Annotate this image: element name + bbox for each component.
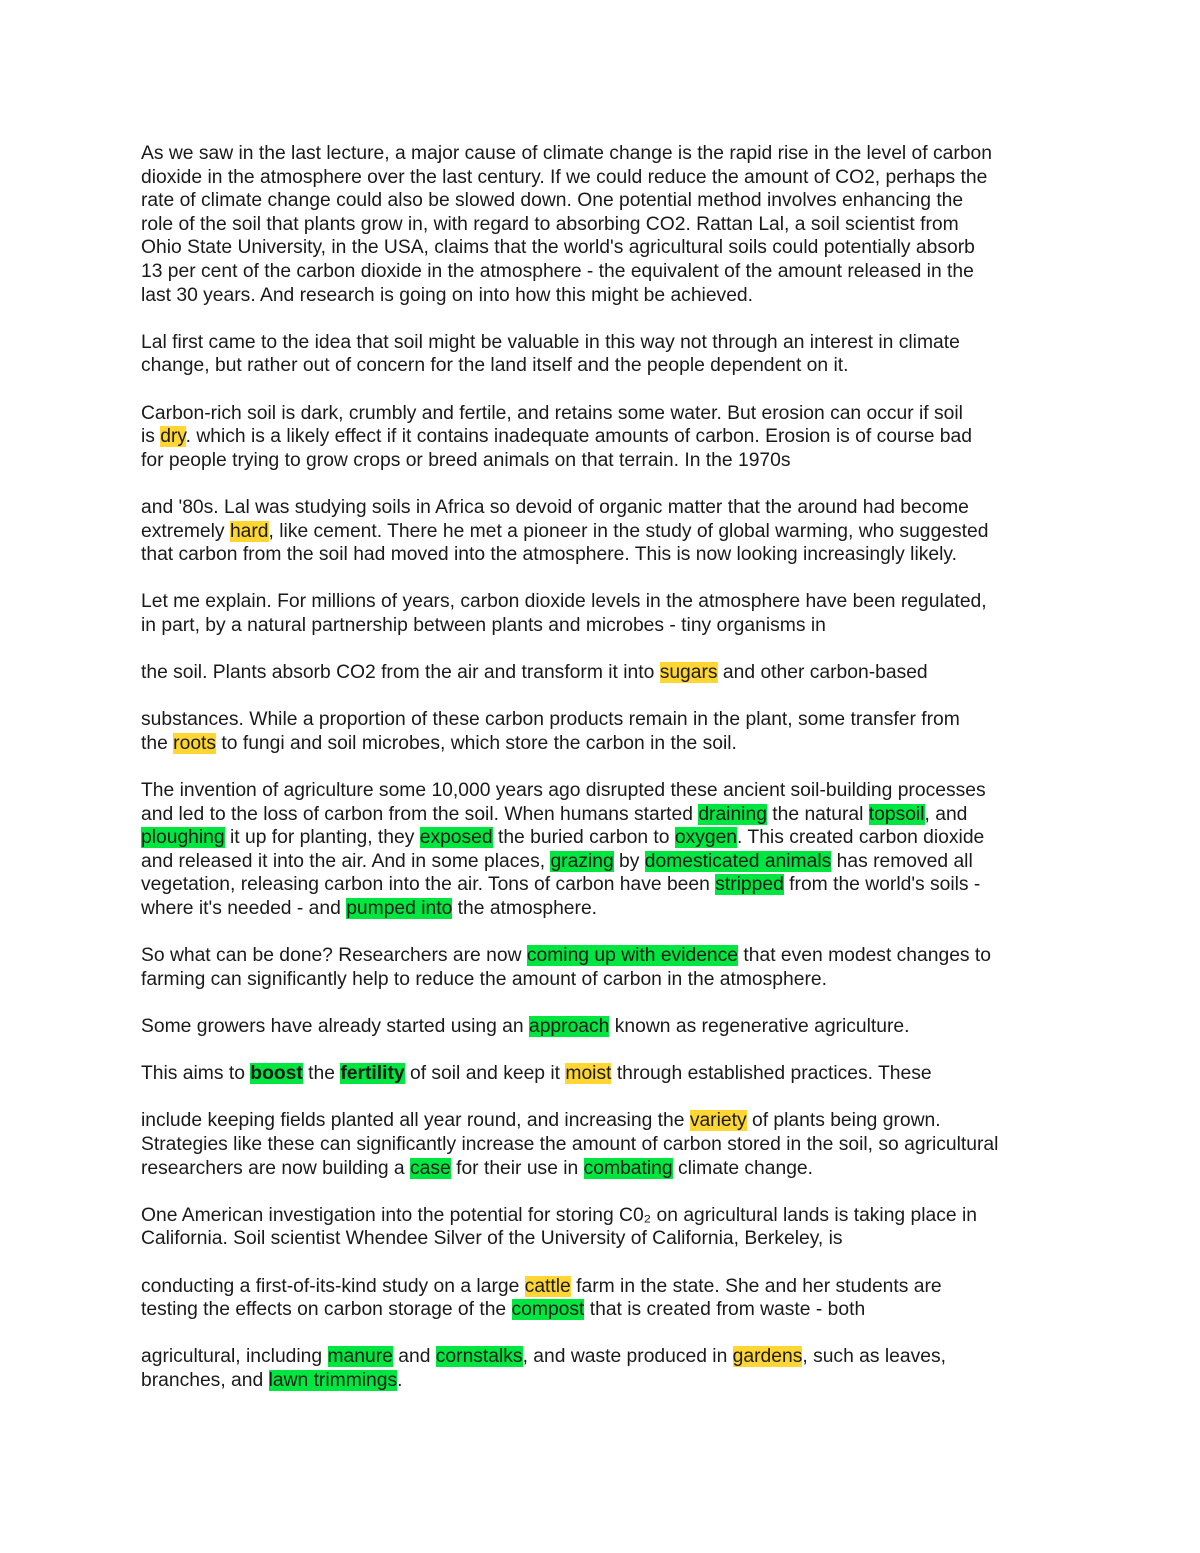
text-run: California. Soil scientist Whendee Silver of the University of California, Berkeley, is (141, 1228, 843, 1250)
text-run: is (141, 426, 161, 448)
highlighted-word: gardens (732, 1346, 803, 1368)
text-run: This aims to (141, 1063, 251, 1085)
text-run: One American investigation into the potential for storing C0₂ on agricultural lands is taking place in (141, 1204, 977, 1226)
highlighted-word: topsoil (868, 803, 925, 825)
text-run: conducting a first-of-its-kind study on a large (141, 1275, 525, 1297)
text-run: , and (924, 803, 968, 825)
text-run: farm in the state. She and her students are (570, 1275, 942, 1297)
text-line (141, 1204, 1061, 1228)
text-run: that is created from waste - both (584, 1299, 866, 1321)
text-line (141, 708, 1061, 732)
text-run: the (141, 732, 174, 754)
document-page (141, 142, 1061, 1416)
text-run: to fungi and soil microbes, which store the carbon in the soil. (216, 732, 737, 754)
text-line (141, 260, 1061, 284)
text-run: include keeping fields planted all year round, and increasing the (141, 1110, 690, 1132)
highlighted-word: draining (698, 803, 767, 825)
text-line (141, 968, 1061, 992)
paragraph (141, 496, 1061, 567)
text-run: change, but rather out of concern for the land itself and the people dependent on it. (141, 355, 849, 377)
paragraph (141, 331, 1061, 378)
paragraph (141, 1204, 1061, 1251)
text-run: where it's needed - and (141, 898, 347, 919)
paragraph (141, 1062, 1061, 1086)
text-run: Lal first came to the idea that soil might be valuable in this way not through an interest in climate (141, 331, 960, 353)
paragraph (141, 661, 1061, 685)
text-run: that even modest changes to (738, 945, 991, 967)
text-line (141, 1109, 1061, 1133)
highlighted-word: dry (160, 426, 186, 448)
text-run: , such as leaves, (802, 1346, 946, 1368)
text-line (141, 1369, 1061, 1393)
text-run: . This created carbon dioxide (737, 827, 985, 849)
text-line (141, 284, 1061, 308)
text-run: and released it into the air. And in some places, (141, 850, 551, 872)
text-run: for people trying to grow crops or breed animals on that terrain. In the 1970s (141, 449, 791, 471)
text-line (141, 166, 1061, 190)
text-run: Strategies like these can significantly increase the amount of carbon stored in the soil, so agricultural (141, 1133, 999, 1155)
text-run: by (613, 850, 645, 872)
text-run: , and waste produced in (522, 1346, 733, 1368)
text-line (141, 873, 1061, 897)
text-line (141, 1133, 1061, 1157)
text-line (141, 1227, 1061, 1251)
text-run: the buried carbon to (492, 827, 675, 849)
text-run: known as regenerative agriculture. (609, 1015, 910, 1037)
highlighted-word: grazing (550, 850, 614, 872)
text-run: Let me explain. For millions of years, carbon dioxide levels in the atmosphere have been regulated, (141, 591, 987, 613)
text-run: researchers are now building a (141, 1157, 411, 1179)
text-line (141, 520, 1061, 544)
text-run: from the world's soils - (783, 874, 981, 896)
highlighted-word: cattle (524, 1275, 571, 1297)
text-line (141, 142, 1061, 166)
highlighted-word: approach (528, 1015, 610, 1037)
paragraph (141, 402, 1061, 473)
text-line (141, 779, 1061, 803)
highlighted-word: coming up with evidence (526, 945, 739, 967)
highlighted-word: combating (583, 1157, 673, 1179)
highlighted-word: variety (689, 1110, 747, 1132)
highlighted-word: pumped into (346, 898, 453, 919)
text-run: and other carbon-based (717, 662, 928, 684)
text-line (141, 543, 1061, 567)
highlighted-word: lawn trimmings (268, 1369, 398, 1391)
text-run: dioxide in the atmosphere over the last century. If we could reduce the amount of CO2, perhaps the (141, 166, 988, 188)
text-run: agricultural, including (141, 1346, 328, 1368)
highlighted-word: domesticated animals (644, 850, 832, 872)
text-run: role of the soil that plants grow in, with regard to absorbing CO2. Rattan Lal, a soil scientist from (141, 213, 959, 235)
text-run: So what can be done? Researchers are now (141, 945, 527, 967)
text-run: through established practices. These (611, 1063, 932, 1085)
text-run: of soil and keep it (404, 1063, 566, 1085)
text-line (141, 661, 1061, 685)
text-run: rate of climate change could also be slowed down. One potential method involves enhancing the (141, 190, 964, 212)
text-run: farming can significantly help to reduce the amount of carbon in the atmosphere. (141, 968, 827, 990)
text-line (141, 1157, 1061, 1181)
text-run: it up for planting, they (224, 827, 420, 849)
text-run: and (392, 1346, 436, 1368)
text-line (141, 1275, 1061, 1299)
highlighted-word: case (410, 1157, 451, 1179)
text-run: Ohio State University, in the USA, claims that the world's agricultural soils could potentially absorb (141, 237, 975, 259)
text-run: branches, and (141, 1369, 269, 1391)
text-line (141, 732, 1061, 756)
text-line (141, 850, 1061, 874)
text-line (141, 590, 1061, 614)
highlighted-word: compost (511, 1299, 585, 1321)
text-run: Carbon-rich soil is dark, crumbly and fertile, and retains some water. But erosion can occur if soil (141, 402, 963, 424)
text-run: , like cement. There he met a pioneer in the study of global warming, who suggested (268, 520, 989, 542)
text-line (141, 496, 1061, 520)
text-line (141, 425, 1061, 449)
paragraph (141, 944, 1061, 991)
text-run: for their use in (450, 1157, 584, 1179)
text-run: extremely (141, 520, 230, 542)
text-run: the natural (766, 803, 869, 825)
text-line (141, 826, 1061, 850)
paragraph (141, 1275, 1061, 1322)
text-line (141, 897, 1061, 921)
text-line (141, 236, 1061, 260)
text-run: last 30 years. And research is going on into how this might be achieved. (141, 284, 754, 306)
highlighted-word: sugars (659, 662, 718, 684)
text-run: the soil. Plants absorb CO2 from the air and transform it into (141, 662, 660, 684)
text-run: . which is a likely effect if it contains inadequate amounts of carbon. Erosion is of course bad (185, 426, 972, 448)
paragraph (141, 1109, 1061, 1180)
text-run: testing the effects on carbon storage of the (141, 1299, 512, 1321)
text-line (141, 354, 1061, 378)
text-line (141, 402, 1061, 426)
text-line (141, 1298, 1061, 1322)
text-run: and led to the loss of carbon from the soil. When humans started (141, 803, 699, 825)
text-line (141, 213, 1061, 237)
text-run: vegetation, releasing carbon into the air. Tons of carbon have been (141, 874, 716, 896)
highlighted-word: ploughing (141, 827, 225, 849)
text-run: substances. While a proportion of these carbon products remain in the plant, some transfer from (141, 709, 960, 731)
highlighted-word: oxygen (674, 827, 738, 849)
text-run: of plants being grown. (746, 1110, 941, 1132)
paragraph (141, 708, 1061, 755)
text-run: 13 per cent of the carbon dioxide in the atmosphere - the equivalent of the amount released in the (141, 260, 974, 282)
highlighted-word: exposed (419, 827, 493, 849)
text-line (141, 944, 1061, 968)
text-line (141, 189, 1061, 213)
text-run: the (302, 1063, 341, 1085)
highlighted-word: roots (173, 732, 217, 754)
text-run: the atmosphere. (452, 898, 598, 919)
highlighted-word: boost (250, 1063, 303, 1085)
text-line (141, 1345, 1061, 1369)
text-run: As we saw in the last lecture, a major cause of climate change is the rapid rise in the level of carbon (141, 143, 992, 164)
highlighted-word: moist (565, 1063, 612, 1085)
text-line (141, 1015, 1061, 1039)
paragraph (141, 1345, 1061, 1392)
text-run: . (397, 1369, 403, 1391)
text-run: climate change. (672, 1157, 814, 1179)
text-line (141, 803, 1061, 827)
text-line (141, 331, 1061, 355)
highlighted-word: manure (327, 1346, 393, 1368)
paragraph (141, 590, 1061, 637)
text-run: The invention of agriculture some 10,000 years ago disrupted these ancient soil-building processes (141, 780, 986, 802)
text-line (141, 449, 1061, 473)
text-line (141, 614, 1061, 638)
highlighted-word: hard (229, 520, 269, 542)
text-run: has removed all (831, 850, 973, 872)
highlighted-word: cornstalks (435, 1346, 523, 1368)
paragraph (141, 1015, 1061, 1039)
text-line (141, 1062, 1061, 1086)
highlighted-word: stripped (715, 874, 784, 896)
text-run: Some growers have already started using an (141, 1015, 529, 1037)
text-run: that carbon from the soil had moved into the atmosphere. This is now looking increasingly likely. (141, 544, 957, 566)
paragraph (141, 142, 1061, 307)
paragraph (141, 779, 1061, 921)
text-run: and '80s. Lal was studying soils in Africa so devoid of organic matter that the around had become (141, 496, 969, 518)
highlighted-word: fertility (340, 1063, 405, 1085)
text-run: in part, by a natural partnership between plants and microbes - tiny organisms in (141, 614, 826, 636)
